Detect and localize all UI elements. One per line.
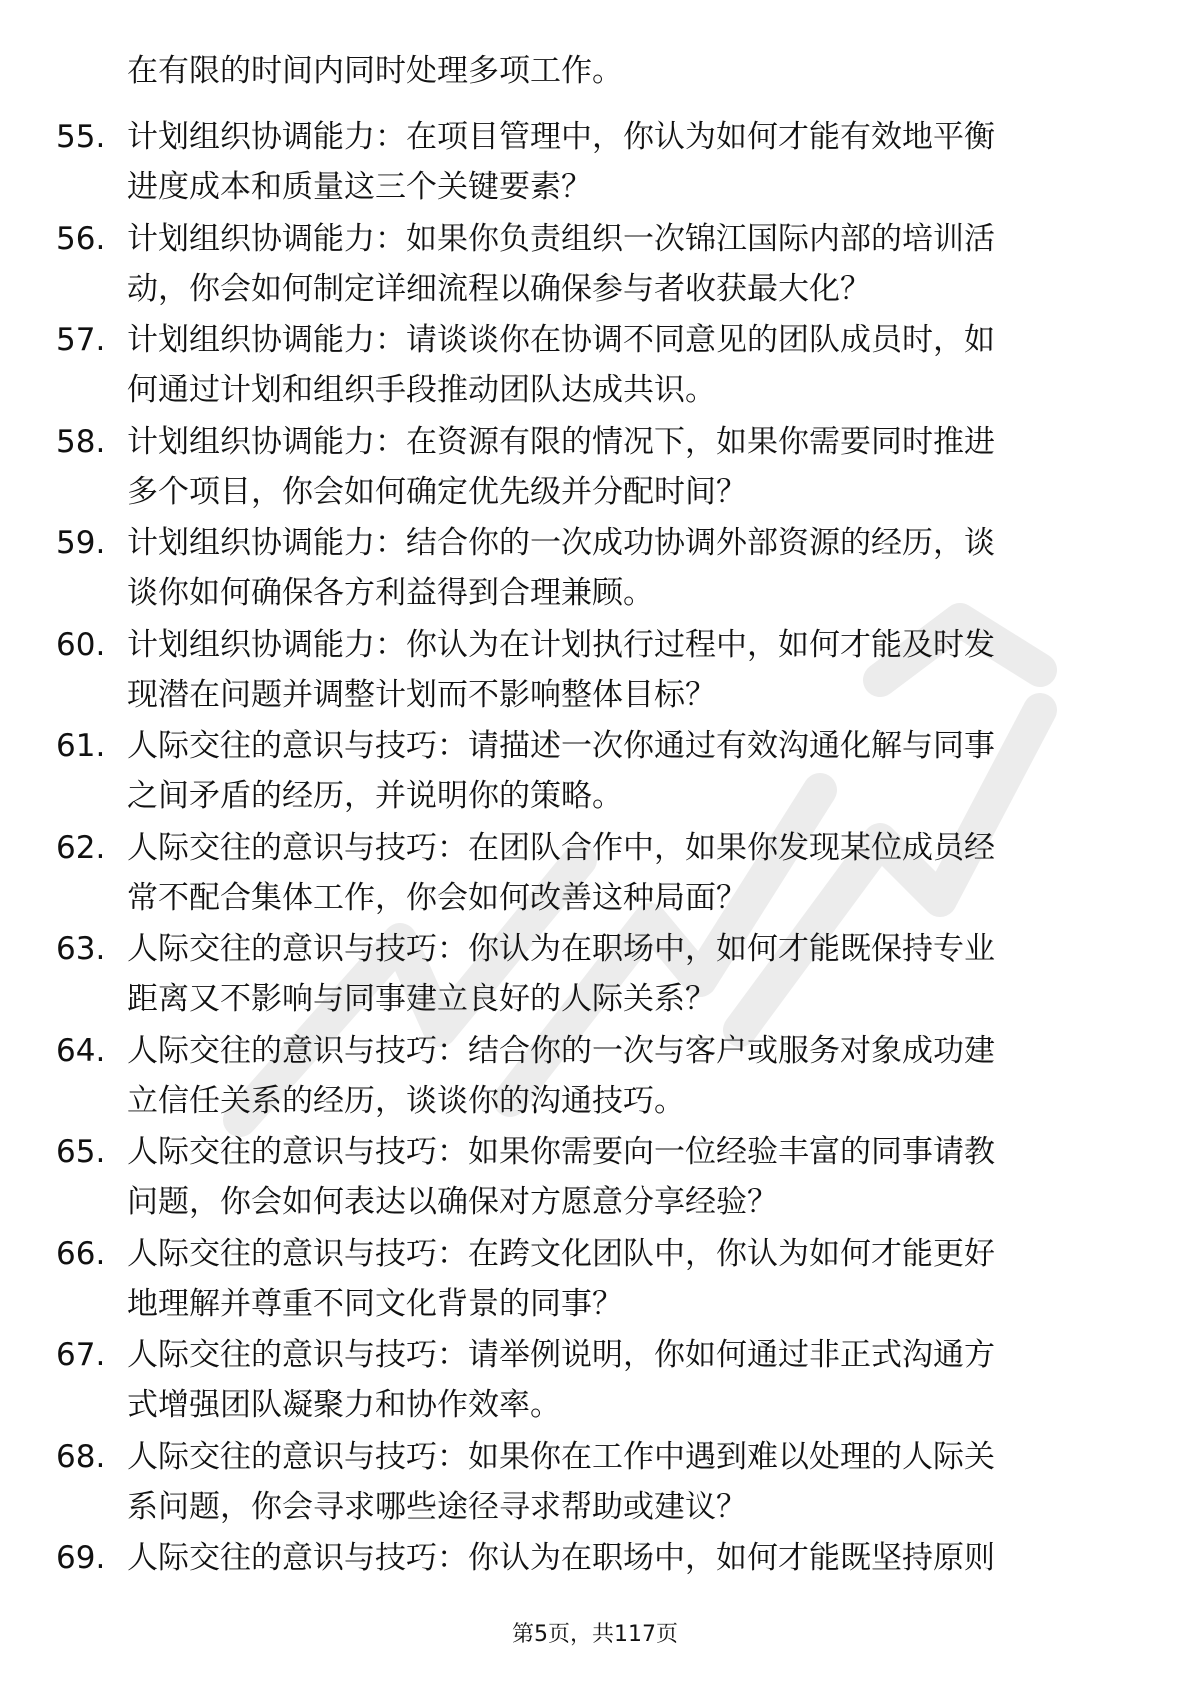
question-text <box>127 823 1107 923</box>
question-number: 65. <box>56 1134 106 1170</box>
question-text-line: 常不配合集体工作，你会如何改善这种局面？ <box>127 879 747 916</box>
question-number: 66. <box>56 1235 106 1272</box>
question-number: 67. <box>56 1337 106 1373</box>
question-text-line: 系问题，你会寻求哪些途径寻求帮助或建议？ <box>127 1488 747 1525</box>
question-item <box>0 620 1190 722</box>
question-text <box>127 315 1107 415</box>
question-text <box>127 1330 1107 1430</box>
question-number: 63. <box>56 931 106 967</box>
question-text <box>127 721 1107 821</box>
question-text-line: 人际交往的意识与技巧：如果你在工作中遇到难以处理的人际关 <box>127 1438 995 1475</box>
question-list <box>0 112 1190 1635</box>
question-number: 64. <box>56 1032 106 1069</box>
question-text <box>127 417 1107 517</box>
question-text-line: 计划组织协调能力：在项目管理中，你认为如何才能有效地平衡 <box>127 119 995 155</box>
question-text <box>127 1533 1107 1583</box>
question-item <box>0 518 1190 620</box>
question-text-line: 多个项目，你会如何确定优先级并分配时间？ <box>127 473 747 510</box>
question-text-line: 立信任关系的经历，谈谈你的沟通技巧。 <box>127 1082 685 1119</box>
question-text-line: 距离又不影响与同事建立良好的人际关系？ <box>127 981 716 1017</box>
question-text <box>127 1432 1107 1532</box>
question-number: 59. <box>56 525 106 561</box>
question-item <box>0 924 1190 1026</box>
question-number: 62. <box>56 829 106 866</box>
question-text-line: 计划组织协调能力：在资源有限的情况下，如果你需要同时推进 <box>127 423 995 460</box>
question-text-line: 人际交往的意识与技巧：在团队合作中，如果你发现某位成员经 <box>127 829 995 866</box>
question-item <box>0 1432 1190 1534</box>
question-item <box>0 823 1190 925</box>
question-text <box>127 214 1107 314</box>
question-text-line: 动，你会如何制定详细流程以确保参与者收获最大化？ <box>127 270 871 307</box>
question-number: 60. <box>56 626 106 663</box>
question-item <box>0 721 1190 823</box>
question-text <box>127 1127 1107 1227</box>
question-number: 68. <box>56 1438 106 1475</box>
question-text-line: 之间矛盾的经历，并说明你的策略。 <box>127 778 623 814</box>
question-number: 58. <box>56 423 106 460</box>
question-text-line: 式增强团队凝聚力和协作效率。 <box>127 1387 561 1423</box>
question-item <box>0 1127 1190 1229</box>
question-text-line: 人际交往的意识与技巧：在跨文化团队中，你认为如何才能更好 <box>127 1235 995 1272</box>
question-text-line: 问题，你会如何表达以确保对方愿意分享经验？ <box>127 1184 778 1220</box>
question-text-line: 人际交往的意识与技巧：请描述一次你通过有效沟通化解与同事 <box>127 728 995 764</box>
question-item <box>0 1026 1190 1128</box>
page-footer: 第5页，共117页 <box>512 1622 678 1647</box>
question-text <box>127 112 1107 212</box>
question-text <box>127 620 1107 720</box>
question-text-line: 人际交往的意识与技巧：你认为在职场中，如何才能既保持专业 <box>127 931 995 967</box>
question-number: 55. <box>56 119 106 155</box>
question-item <box>0 214 1190 316</box>
question-text-line: 人际交往的意识与技巧：你认为在职场中，如何才能既坚持原则 <box>127 1540 995 1576</box>
question-text-line: 人际交往的意识与技巧：结合你的一次与客户或服务对象成功建 <box>127 1032 995 1069</box>
question-text-line: 现潜在问题并调整计划而不影响整体目标？ <box>127 676 716 713</box>
question-item <box>0 112 1190 214</box>
question-text <box>127 924 1107 1024</box>
question-item <box>0 1229 1190 1331</box>
question-number: 69. <box>56 1540 106 1576</box>
question-number: 57. <box>56 322 106 358</box>
question-text <box>127 1026 1107 1126</box>
question-text-line: 谈你如何确保各方利益得到合理兼顾。 <box>127 575 654 611</box>
question-item <box>0 417 1190 519</box>
question-text-line: 进度成本和质量这三个关键要素？ <box>127 169 592 205</box>
question-text-line: 计划组织协调能力：你认为在计划执行过程中，如何才能及时发 <box>127 626 995 663</box>
question-text <box>127 1229 1107 1329</box>
question-number: 61. <box>56 728 106 764</box>
question-text-line: 人际交往的意识与技巧：请举例说明，你如何通过非正式沟通方 <box>127 1337 995 1373</box>
question-text-line: 计划组织协调能力：如果你负责组织一次锦江国际内部的培训活 <box>127 220 995 257</box>
question-text-line: 地理解并尊重不同文化背景的同事？ <box>127 1285 623 1322</box>
question-text-line: 计划组织协调能力：请谈谈你在协调不同意见的团队成员时，如 <box>127 322 995 358</box>
question-text-line: 人际交往的意识与技巧：如果你需要向一位经验丰富的同事请教 <box>127 1134 995 1170</box>
question-text <box>127 518 1107 618</box>
continuation-line: 在有限的时间内同时处理多项工作。 <box>127 53 623 89</box>
question-item <box>0 1330 1190 1432</box>
question-text-line: 何通过计划和组织手段推动团队达成共识。 <box>127 372 716 408</box>
question-number: 56. <box>56 220 106 257</box>
question-item <box>0 315 1190 417</box>
question-text-line: 计划组织协调能力：结合你的一次成功协调外部资源的经历，谈 <box>127 525 995 561</box>
